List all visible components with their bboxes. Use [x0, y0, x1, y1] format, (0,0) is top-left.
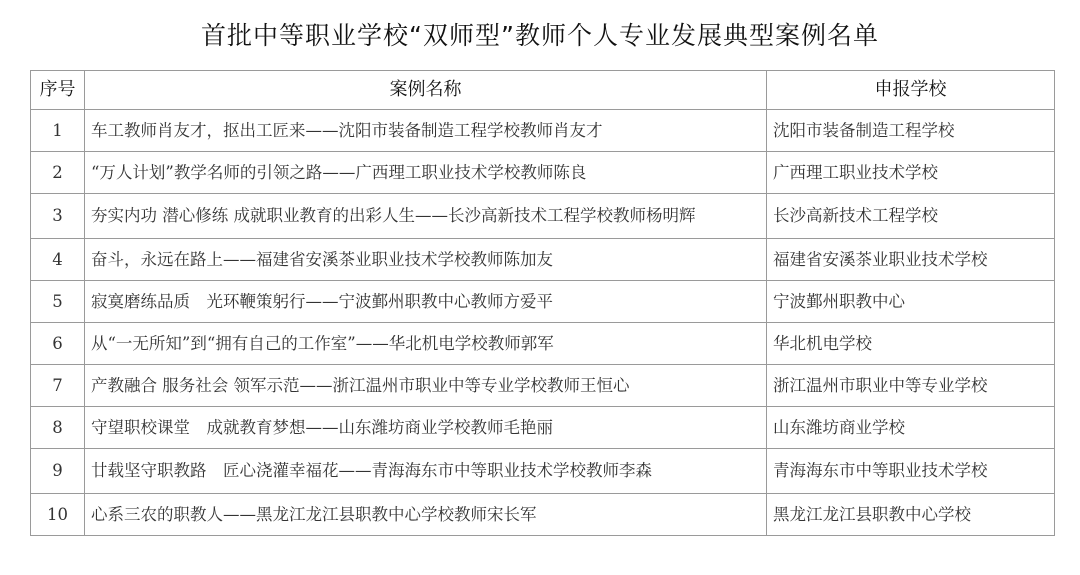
table-row: [31, 239, 1055, 281]
school-name: 宁波鄞州职教中心: [767, 281, 1055, 323]
table-header-row: [31, 71, 1055, 110]
case-name: “万人计划”教学名师的引领之路——广西理工职业技术学校教师陈良: [85, 152, 767, 194]
case-name: 车工教师肖友才，抠出工匠来——沈阳市装备制造工程学校教师肖友才: [85, 110, 767, 152]
row-number: 9: [31, 449, 85, 494]
row-number: 8: [31, 407, 85, 449]
case-name: 守望职校课堂 成就教育梦想——山东潍坊商业学校教师毛艳丽: [85, 407, 767, 449]
row-number: 4: [31, 239, 85, 281]
school-name: 华北机电学校: [767, 323, 1055, 365]
case-name: 寂寞磨练品质 光环鞭策躬行——宁波鄞州职教中心教师方爱平: [85, 281, 767, 323]
row-number: 1: [31, 110, 85, 152]
table-row: [31, 494, 1055, 536]
school-name: 浙江温州市职业中等专业学校: [767, 365, 1055, 407]
table-row: [31, 365, 1055, 407]
table-row: [31, 152, 1055, 194]
school-name: 福建省安溪茶业职业技术学校: [767, 239, 1055, 281]
table-row: [31, 449, 1055, 494]
table-row: [31, 323, 1055, 365]
table-row: [31, 407, 1055, 449]
header-number: 序号: [31, 71, 85, 110]
row-number: 6: [31, 323, 85, 365]
school-name: 青海海东市中等职业技术学校: [767, 449, 1055, 494]
row-number: 7: [31, 365, 85, 407]
school-name: 广西理工职业技术学校: [767, 152, 1055, 194]
case-name: 夯实内功 潜心修练 成就职业教育的出彩人生——长沙高新技术工程学校教师杨明辉: [85, 194, 767, 239]
case-name: 心系三农的职教人——黑龙江龙江县职教中心学校教师宋长军: [85, 494, 767, 536]
table-row: [31, 194, 1055, 239]
header-school: 申报学校: [767, 71, 1055, 110]
case-name: 从“一无所知”到“拥有自己的工作室”——华北机电学校教师郭军: [85, 323, 767, 365]
case-name: 奋斗，永远在路上——福建省安溪茶业职业技术学校教师陈加友: [85, 239, 767, 281]
school-name: 山东潍坊商业学校: [767, 407, 1055, 449]
case-name: 产教融合 服务社会 领军示范——浙江温州市职业中等专业学校教师王恒心: [85, 365, 767, 407]
table-row: [31, 110, 1055, 152]
row-number: 5: [31, 281, 85, 323]
row-number: 2: [31, 152, 85, 194]
school-name: 沈阳市装备制造工程学校: [767, 110, 1055, 152]
case-name: 廿载坚守职教路 匠心浇灌幸福花——青海海东市中等职业技术学校教师李森: [85, 449, 767, 494]
header-case-name: 案例名称: [85, 71, 767, 110]
table-row: [31, 281, 1055, 323]
school-name: 黑龙江龙江县职教中心学校: [767, 494, 1055, 536]
row-number: 3: [31, 194, 85, 239]
row-number: 10: [31, 494, 85, 536]
school-name: 长沙高新技术工程学校: [767, 194, 1055, 239]
page-title: 首批中等职业学校“双师型”教师个人专业发展典型案例名单: [201, 21, 879, 50]
case-list-table: [30, 70, 1055, 536]
